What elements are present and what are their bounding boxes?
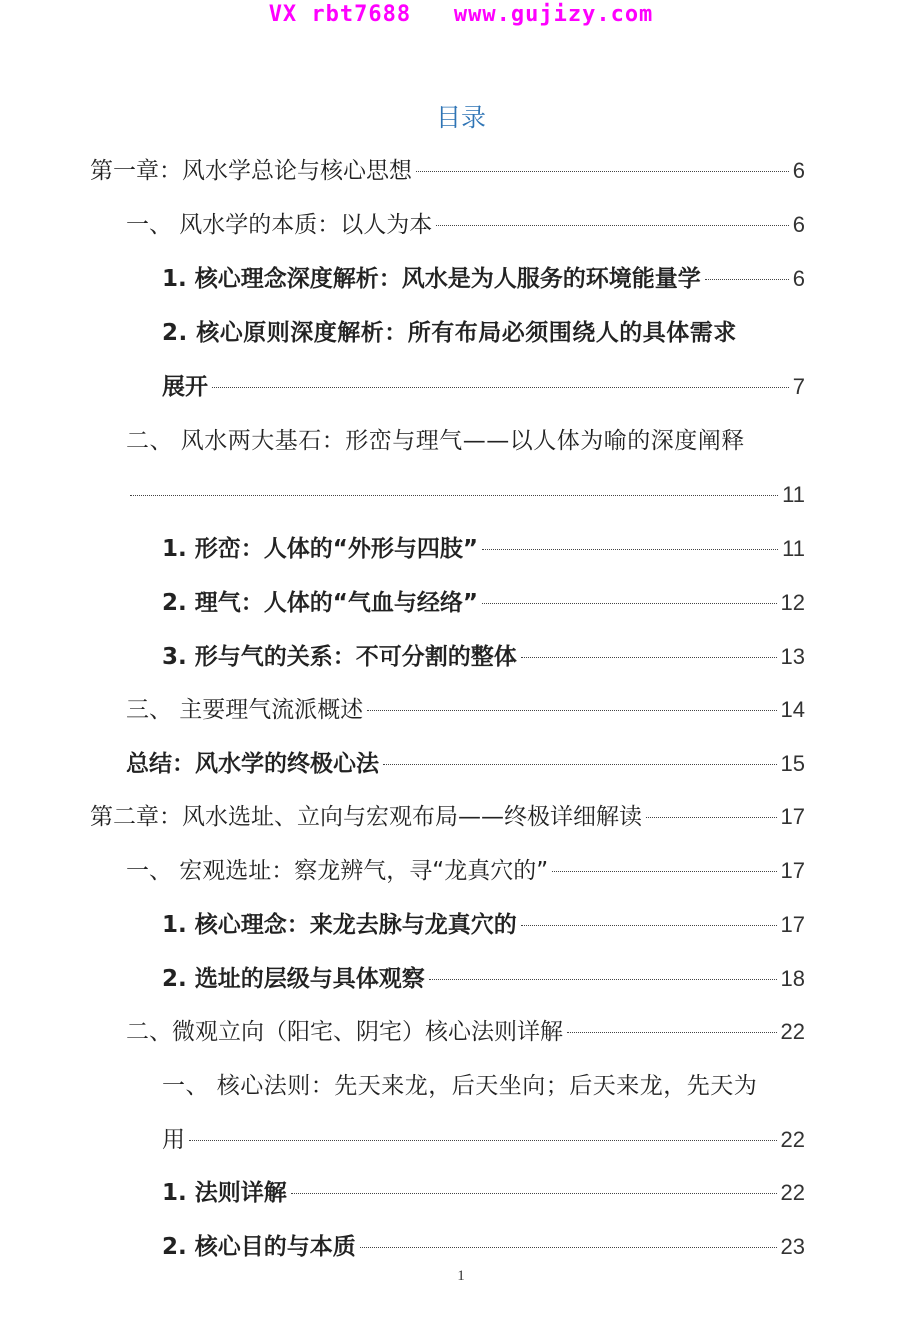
toc-entry-page: 17 [780,804,805,829]
toc-entry-subsection[interactable] [162,637,805,677]
dot-leader [416,171,789,172]
toc-entry-text: 用 [162,1127,185,1153]
toc-entry-section-cont[interactable] [126,475,805,515]
toc-entry-page: 11 [782,482,805,507]
watermark: VX rbt7688 www.gujizy.com [268,2,654,27]
toc-entry-text: 二、 风水两大基石：形峦与理气——以人体为喻的深度阐释 [126,428,745,454]
dot-leader [360,1247,777,1248]
toc-entry-section[interactable] [126,421,805,461]
toc-entry-page: 17 [780,858,805,883]
toc-entry-summary[interactable] [126,744,805,784]
toc-entry-section[interactable] [126,205,805,245]
toc-entry-section[interactable] [126,690,805,730]
toc-entry-page: 15 [780,751,805,776]
toc-entry-subsection[interactable] [162,259,805,299]
dot-leader [291,1193,777,1194]
dot-leader [482,603,777,604]
toc-entry-page: 22 [780,1180,805,1205]
dot-leader [383,764,777,765]
toc-entry-subsection[interactable] [162,583,805,623]
toc-entry-subsection[interactable] [162,959,805,999]
toc-entry-text: 2. 核心原则深度解析：所有布局必须围绕人的具体需求 [162,320,737,346]
toc-entry-page: 6 [792,212,805,237]
toc-entry-text: 一、 风水学的本质：以人为本 [126,212,433,238]
dot-leader [367,710,776,711]
dot-leader [189,1140,777,1141]
toc-entry-subsection-cont[interactable] [162,367,805,407]
toc-entry-subsection[interactable] [162,313,805,353]
toc-entry-text: 三、 主要理气流派概述 [126,697,364,723]
toc-entry-text: 2. 理气：人体的“气血与经络” [162,590,478,616]
toc-entry-subsection[interactable] [162,905,805,945]
toc-entry-text: 1. 形峦：人体的“外形与四肢” [162,536,478,562]
toc-entry-page: 13 [780,644,805,669]
toc-entry-text: 1. 核心理念深度解析：风水是为人服务的环境能量学 [162,266,701,292]
toc-entry-page: 22 [780,1019,805,1044]
dot-leader [521,925,777,926]
dot-leader [646,817,777,818]
toc-entry-subsection[interactable] [162,1227,805,1267]
toc-entry-subsection[interactable] [162,1173,805,1213]
dot-leader [705,279,789,280]
toc-entry-page: 11 [782,536,805,561]
toc-entry-subsection[interactable] [162,1066,805,1106]
toc-entry-page: 12 [780,590,805,615]
toc-entry-page: 6 [792,266,805,291]
toc-entry-page: 23 [780,1234,805,1259]
dot-leader [429,979,777,980]
dot-leader [212,387,789,388]
toc-entry-page: 6 [792,158,805,183]
toc-title: 目录 [435,103,486,132]
toc-entry-text: 二、微观立向（阳宅、阴宅）核心法则详解 [126,1019,563,1045]
dot-leader [436,225,788,226]
toc-entry-chapter-1[interactable] [90,151,805,191]
toc-entry-chapter-2[interactable] [90,797,805,837]
toc-entry-text: 一、 核心法则：先天来龙，后天坐向；后天来龙，先天为 [162,1073,758,1099]
toc-entry-text: 第一章：风水学总论与核心思想 [90,158,412,184]
toc-entry-text: 第二章：风水选址、立向与宏观布局——终极详细解读 [90,804,642,830]
dot-leader [521,657,777,658]
toc-entry-section[interactable] [126,851,805,891]
toc-entry-subsection-cont[interactable] [162,1120,805,1160]
toc-entry-text: 总结：风水学的终极心法 [126,751,379,777]
toc-entry-page: 22 [780,1127,805,1152]
toc-entry-page: 17 [780,912,805,937]
toc-entry-text: 1. 核心理念：来龙去脉与龙真穴的 [162,912,517,938]
toc-entry-text: 展开 [162,374,208,400]
toc-entry-subsection[interactable] [162,529,805,569]
dot-leader [130,495,778,496]
toc-entry-page: 14 [780,697,805,722]
toc-entry-text: 2. 核心目的与本质 [162,1234,356,1260]
dot-leader [552,871,776,872]
toc-entry-text: 2. 选址的层级与具体观察 [162,966,425,992]
dot-leader [567,1032,777,1033]
toc-entry-page: 7 [792,374,805,399]
toc-entry-page: 18 [780,966,805,991]
toc-entry-section[interactable] [126,1012,805,1052]
toc-entry-text: 3. 形与气的关系：不可分割的整体 [162,644,517,670]
page-number: 1 [457,1268,465,1284]
dot-leader [482,549,778,550]
toc-entry-text: 1. 法则详解 [162,1180,287,1206]
toc-entry-text: 一、 宏观选址：察龙辨气，寻“龙真穴的” [126,858,549,884]
